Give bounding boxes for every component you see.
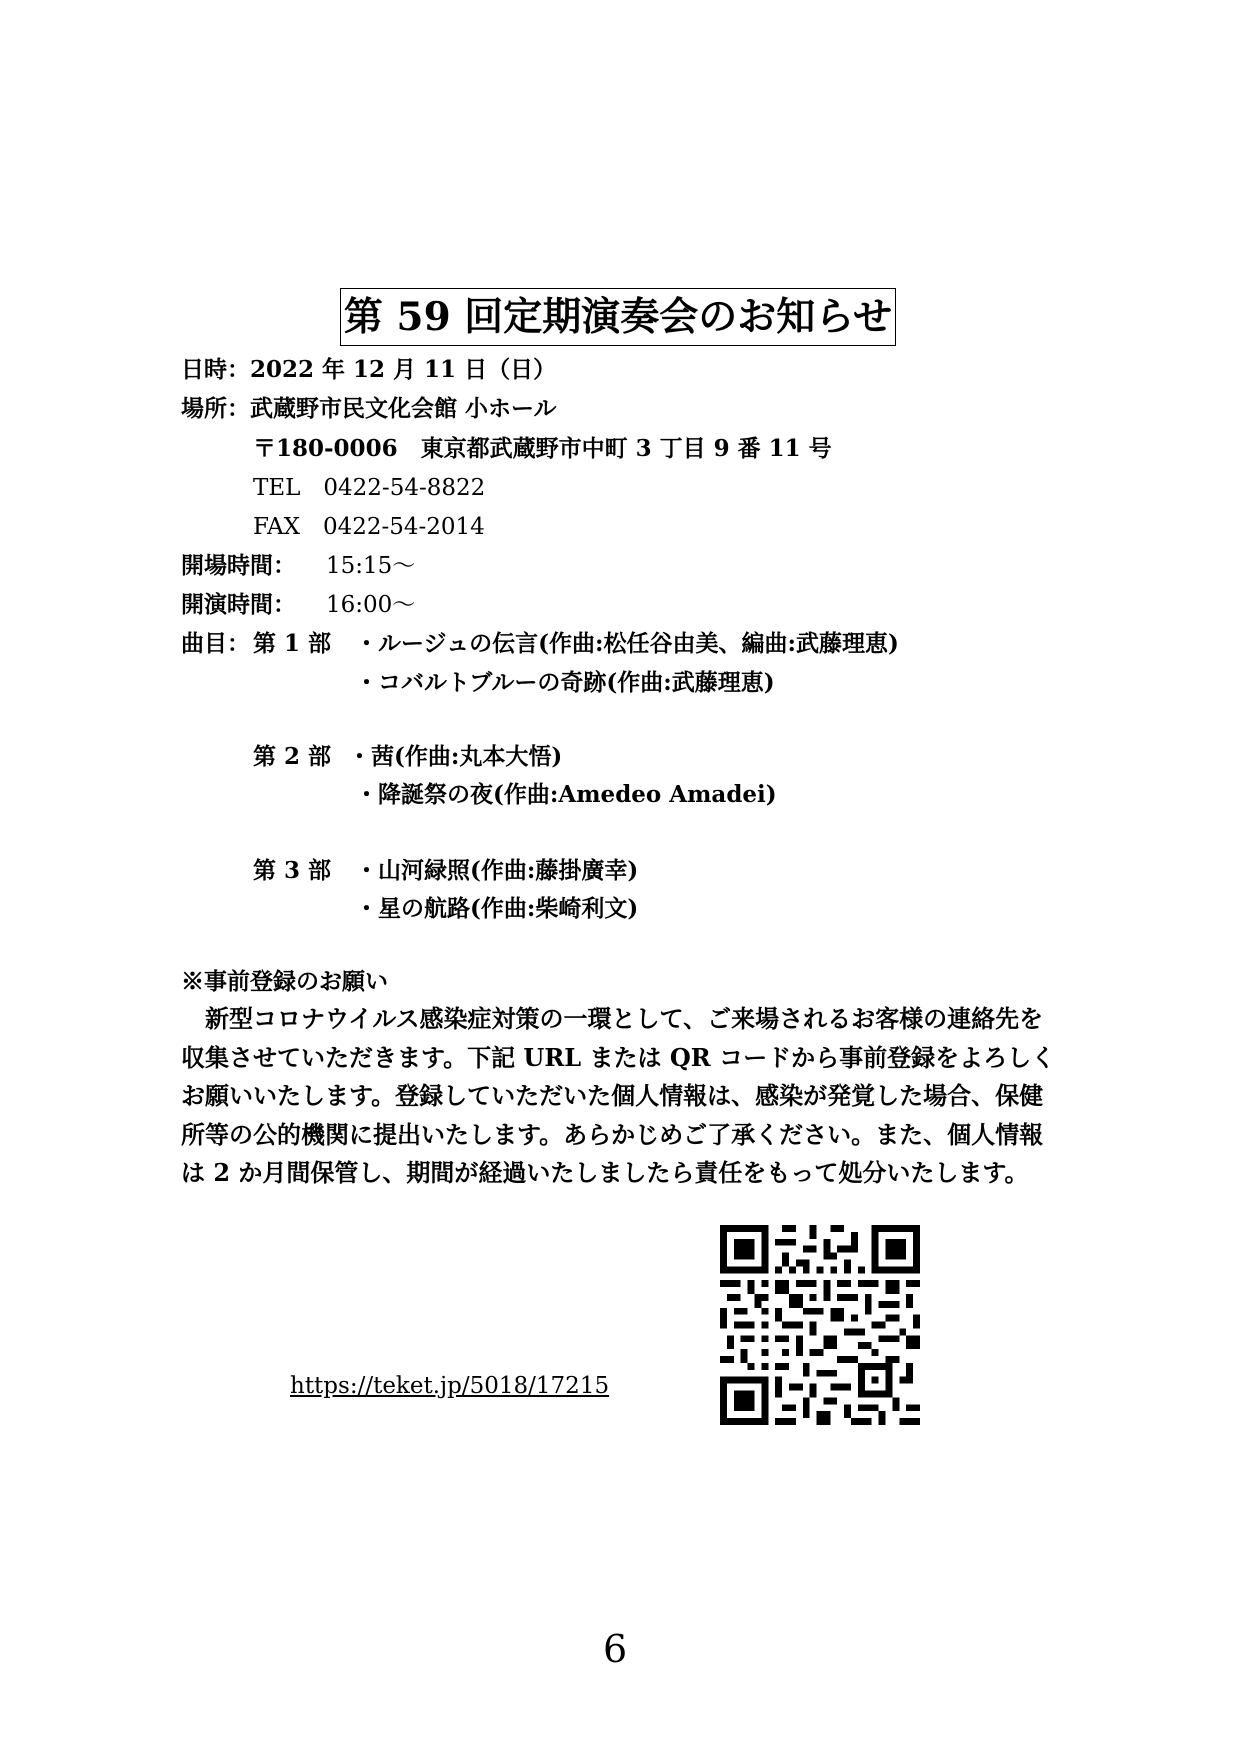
notice-title: ※事前登録のお願い — [181, 968, 388, 995]
doors-label: 開場時間： — [181, 552, 296, 579]
notice-text: 新型コロナウイルス感染症対策の一環として、ご来場されるお客様の連絡先を収集させていただきます。下記 URL または QR コードから事前登録をよろしくお願いいたします。登録していただいた個人情報は、感染が発覚した場合、保健所等の公的機関に提出いたします。あらかじめご了承ください。また、個人情報は 2 か月間保管し、期間が経過いたしましたら責任をもって処分いたします。 — [181, 1004, 1056, 1187]
venue-label: 場所： — [181, 395, 250, 422]
doors-value: 15:15～ — [326, 553, 416, 579]
venue-address: 〒180-0006 東京都武蔵野市中町 3 丁目 9 番 11 号 — [253, 435, 832, 462]
qr-code-icon[interactable] — [720, 1225, 920, 1425]
venue-fax: FAX 0422-54-2014 — [253, 514, 485, 540]
page-number: 6 — [603, 1627, 628, 1671]
part-3-name: 第 3 部 — [253, 857, 332, 884]
venue-value: 武蔵野市民文化会館 小ホール — [250, 395, 557, 422]
doors-row — [181, 551, 415, 581]
venue-row — [181, 394, 557, 424]
registration-url[interactable]: https://teket.jp/5018/17215 — [290, 1373, 610, 1399]
part-2-name: 第 2 部 — [253, 743, 332, 770]
part-1-name: 第 1 部 — [253, 630, 332, 657]
page-title: 第 59 回定期演奏会のお知らせ — [340, 288, 896, 346]
date-value: 2022 年 12 月 11 日（日） — [250, 356, 557, 383]
venue-tel: TEL 0422-54-8822 — [253, 475, 486, 501]
start-value: 16:00～ — [326, 592, 416, 618]
date-row — [181, 355, 556, 385]
part-3-item-1: ・山河緑照(作曲:藤掛廣幸) — [355, 857, 639, 884]
start-row — [181, 590, 415, 620]
qr-code-graphic — [720, 1225, 920, 1425]
part-1-item-1: ・ルージュの伝言(作曲:松任谷由美、編曲:武藤理恵) — [355, 630, 899, 657]
part-2-item-1: ・茜(作曲:丸本大悟) — [348, 743, 563, 770]
date-label: 日時： — [181, 356, 250, 383]
start-label: 開演時間： — [181, 591, 296, 618]
program-label: 曲目： — [181, 630, 250, 657]
notice-body — [181, 1000, 1061, 1193]
part-1-item-2: ・コバルトブルーの奇跡(作曲:武藤理恵) — [355, 669, 775, 696]
part-2-item-2: ・降誕祭の夜(作曲:Amedeo Amadei) — [355, 781, 777, 808]
part-3-item-2: ・星の航路(作曲:柴崎利文) — [355, 895, 639, 922]
